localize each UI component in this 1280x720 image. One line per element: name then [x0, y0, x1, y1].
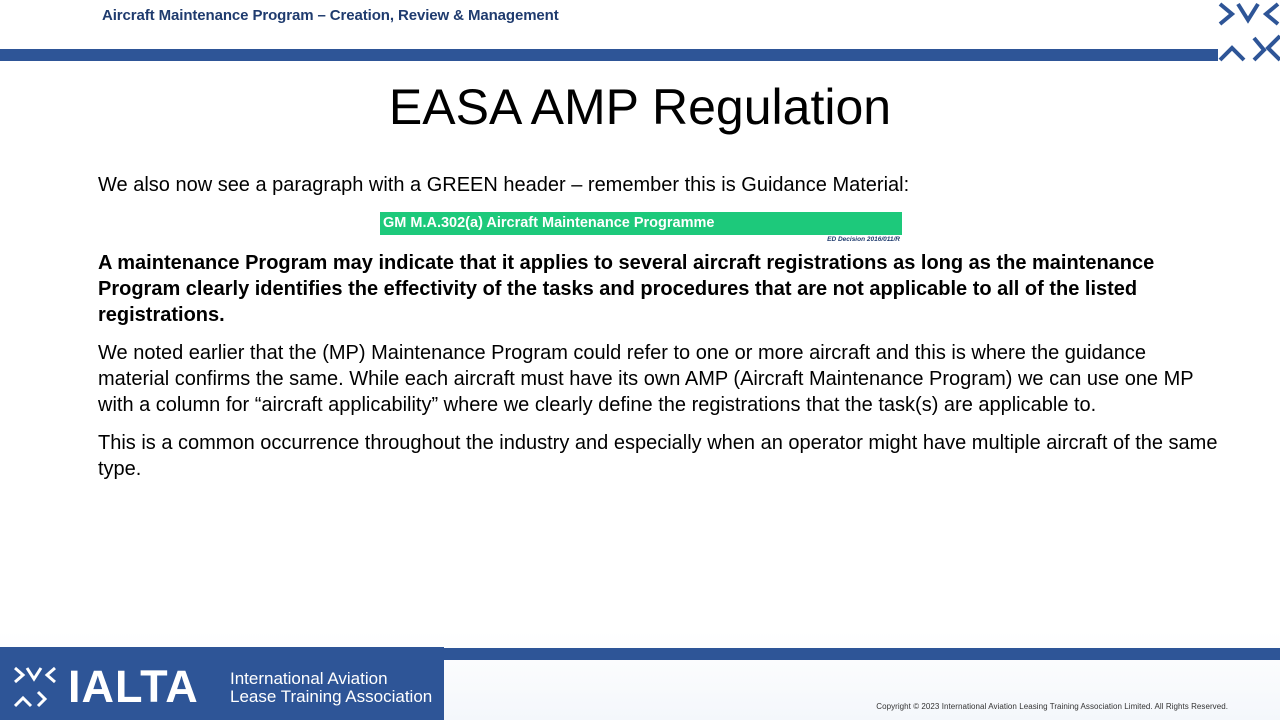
footer-org-line-1: International Aviation [230, 669, 388, 688]
footer-org-line-2: Lease Training Association [230, 687, 433, 706]
ialta-logo-icon [1218, 0, 1280, 62]
footer-brand: IALTA [68, 661, 199, 712]
explanation-paragraph: We noted earlier that the (MP) Maintenance Program could refer to one or more aircraft and this is where the guidance material confirms the same. While each aircraft must have its own AMP (Aircraft Maintenance Program) we can use one MP with a column for “aircraft applicability” where we clearly define the registrations that the task(s) are applicable to. [98, 342, 1194, 416]
footer-org-name [230, 670, 432, 706]
footer-bar [444, 648, 1280, 660]
deck-title: Aircraft Maintenance Program – Creation, Review & Management [102, 7, 559, 24]
gm-header-image [380, 212, 902, 244]
header-bar [0, 49, 1218, 61]
slide-title: EASA AMP Regulation [388, 79, 892, 135]
slide-body [98, 172, 1218, 494]
copyright-notice: Copyright © 2023 International Aviation Leasing Training Association Limited. All Rights Reserved. [876, 702, 1228, 711]
guidance-paragraph: A maintenance Program may indicate that it applies to several aircraft registrations as long as the maintenance Program clearly identifies the effectivity of the tasks and procedures that are not applicable to all of the listed registrations. [98, 252, 1155, 326]
industry-paragraph: This is a common occurrence throughout the industry and especially when an operator might have multiple aircraft of the same type. [98, 432, 1218, 480]
intro-paragraph: We also now see a paragraph with a GREEN header – remember this is Guidance Material: [98, 174, 910, 196]
gm-header-label: GM M.A.302(a) Aircraft Maintenance Programme [380, 212, 902, 235]
gm-decision-label: ED Decision 2016/011/R [827, 236, 900, 243]
ialta-mark-icon [14, 666, 56, 708]
